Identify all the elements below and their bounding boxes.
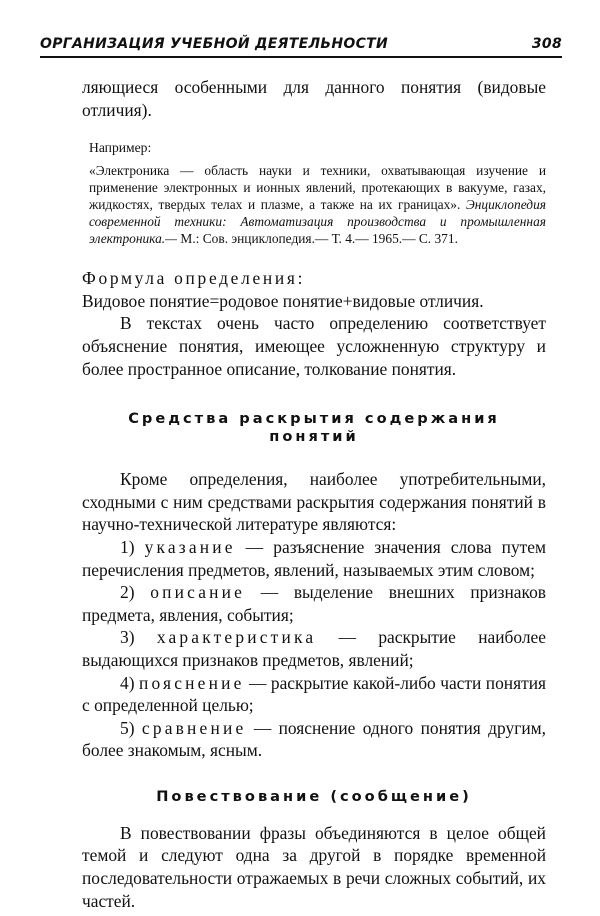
list-item-term: сравнение — [141, 717, 247, 738]
list-item: 5) сравнение — пояснение одного понятия другим, более знакомым, ясным. — [82, 717, 546, 761]
example-label: Например: — [89, 140, 152, 156]
quote-source: Энциклопедия современной техники: Автоматизация производства и промышленная электроника.— — [89, 197, 546, 247]
formula-text: Видовое понятие=родовое понятие+видовые отличия. — [82, 290, 484, 311]
quote-text: «Электроника — область науки и техники, охватывающая изучение и применение электронных и ионных явлений, протекающих в вакууме, газах, жидкостях, твердых телах и плазме, а также на их границах». — [89, 163, 546, 213]
section-heading-line-1: Средства раскрытия содержания — [128, 410, 500, 428]
section-heading-line-2: понятий — [269, 428, 359, 446]
list-item: 3) характеристика — раскрытие наиболее выдающихся признаков предметов, явлений; — [82, 627, 546, 670]
list-item-term: указание — [144, 536, 236, 557]
quote-publisher: М.: Сов. энциклопедия.— Т. 4.— 1965.— С. 371. — [180, 231, 458, 247]
section-heading-means — [82, 410, 546, 446]
section-heading-narration: Повествование (сообщение) — [156, 787, 472, 805]
header-title: ОРГАНИЗАЦИЯ УЧЕБНОЙ ДЕЯТЕЛЬНОСТИ — [40, 36, 389, 52]
list-item-term: описание — [150, 582, 246, 603]
header-rule — [40, 56, 562, 58]
page-body — [82, 76, 546, 912]
list-item: 4) пояснение — раскрытие какой-либо части понятия с определенной целью; — [82, 672, 546, 716]
running-header — [40, 32, 562, 60]
explanation-paragraph: В текстах очень часто определению соответствует объяснение понятия, имеющее усложненную структуру и более пространное описание, толкование понятия. — [82, 313, 546, 379]
formula-label: Формула определения: — [82, 268, 306, 289]
means-intro: Кроме определения, наиболее употребительными, сходными с ним средствами раскрытия содержания понятий в научно-технической литературе являются: — [82, 469, 546, 535]
list-item-term: пояснение — [138, 672, 245, 693]
intro-paragraph: ляющиеся особенными для данного понятия (видовые отличия). — [82, 77, 546, 120]
means-list — [82, 536, 546, 762]
list-item: 1) указание — разъяснение значения слова путем перечисления предметов, явлений, называемых этим словом; — [82, 536, 546, 580]
page-number: 308 — [531, 36, 562, 52]
list-item: 2) описание — выделение внешних признаков предмета, явления, события; — [82, 582, 546, 625]
narration-paragraph: В повествовании фразы объединяются в целое общей темой и следуют одна за другой в порядке временной последовательности отражаемых в речи сложных событий, их частей. — [82, 822, 546, 911]
list-item-term: характеристика — [156, 627, 317, 648]
example-quote — [89, 162, 546, 247]
